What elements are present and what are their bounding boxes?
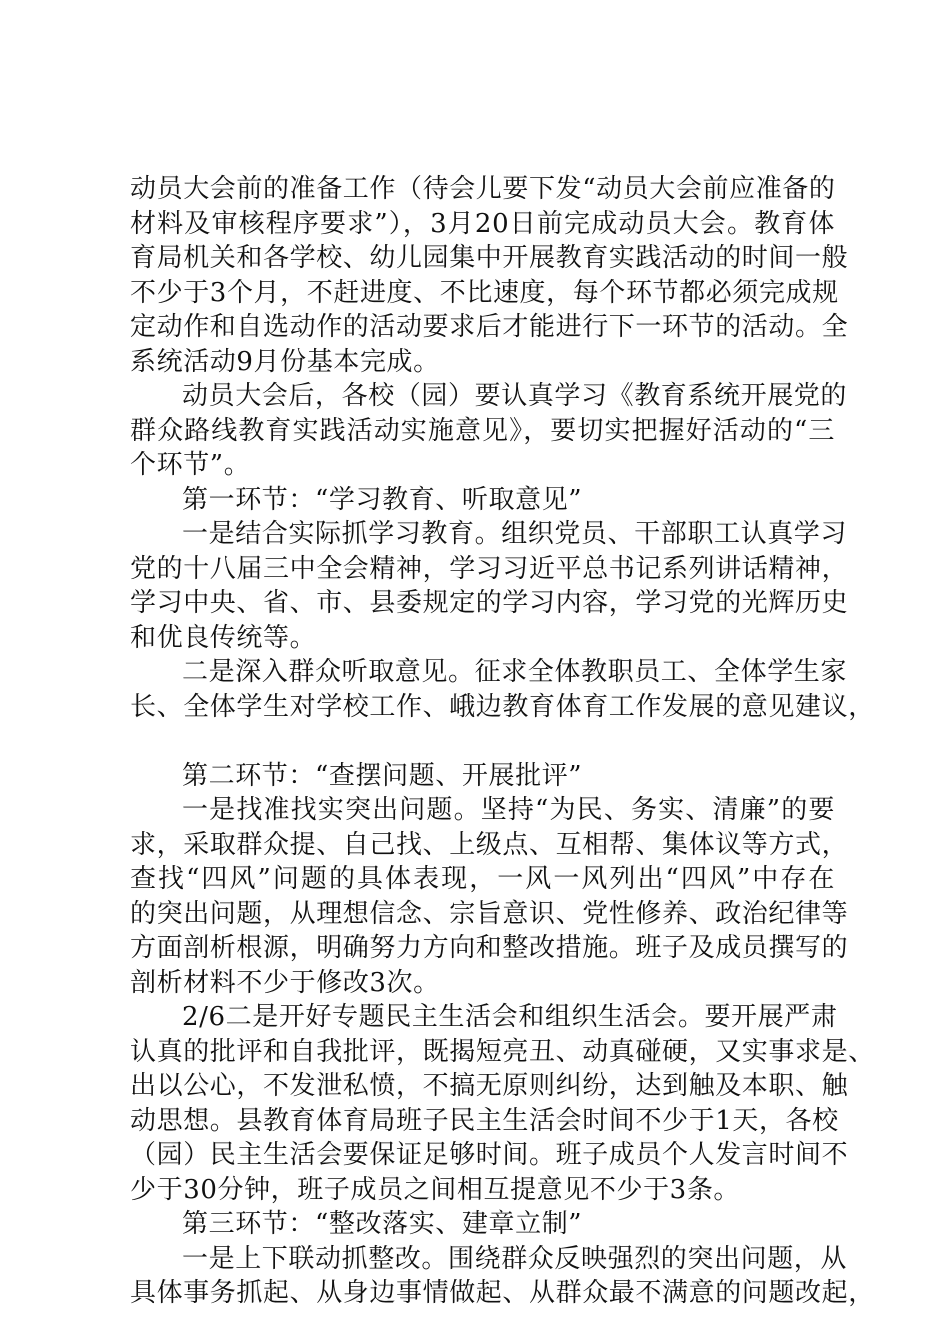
text-line: 长、全体学生对学校工作、峨边教育体育工作发展的意见建议， <box>130 691 875 722</box>
text-line: 出以公心，不发泄私愤，不搞无原则纠纷，达到触及本职、触 <box>130 1071 849 1101</box>
text-line: 定动作和自选动作的活动要求后才能进行下一环节的活动。全 <box>130 312 849 342</box>
text-line: 认真的批评和自我批评，既揭短亮丑、动真碰硬，又实事求是、 <box>130 1036 875 1067</box>
text-line: 一是找准找实突出问题。坚持“为民、务实、清廉”的要 <box>182 795 835 825</box>
blank-line <box>130 724 835 759</box>
text-line: 不少于3个月，不赶进度、不比速度，每个环节都必须完成规 <box>130 277 839 308</box>
text-line: 动思想。县教育体育局班子民主生活会时间不少于1天，各校 <box>130 1105 839 1136</box>
text-line: 具体事务抓起、从身边事情做起、从群众最不满意的问题改起， <box>130 1278 875 1308</box>
document-body <box>130 172 875 1311</box>
text-line: 第三环节：“整改落实、建章立制” <box>182 1209 583 1239</box>
text-line: 育局机关和各学校、幼儿园集中开展教育实践活动的时间一般 <box>130 243 849 273</box>
text-line: 查找“四风”问题的具体表现，一风一风列出“四风”中存在 <box>130 864 835 894</box>
text-line: 一是结合实际抓学习教育。组织党员、干部职工认真学习 <box>182 519 848 549</box>
text-line: 的突出问题，从理想信念、宗旨意识、党性修养、政治纪律等 <box>130 898 849 929</box>
text-line: 系统活动9月份基本完成。 <box>130 346 440 377</box>
text-line: （园）民主生活会要保证足够时间。班子成员个人发言时间不 <box>130 1140 849 1170</box>
text-line: 动员大会后，各校（园）要认真学习《教育系统开展党的 <box>182 381 848 411</box>
text-line: 动员大会前的准备工作（待会儿要下发“动员大会前应准备的 <box>130 174 836 204</box>
text-line: 群众路线教育实践活动实施意见》，要切实把握好活动的“三 <box>130 415 835 446</box>
text-line: 方面剖析根源，明确努力方向和整改措施。班子及成员撰写的 <box>130 933 849 963</box>
text-line: 一是上下联动抓整改。围绕群众反映强烈的突出问题，从 <box>182 1243 848 1274</box>
text-line: 2/6二是开好专题民主生活会和组织生活会。要开展严肃 <box>182 1002 838 1032</box>
text-line: 第一环节：“学习教育、听取意见” <box>182 484 583 515</box>
text-line: 求，采取群众提、自己找、上级点、互相帮、集体议等方式， <box>130 829 849 860</box>
text-line: 党的十八届三中全会精神，学习习近平总书记系列讲话精神， <box>130 553 849 584</box>
text-line: 第二环节：“查摆问题、开展批评” <box>182 760 583 791</box>
text-line: 学习中央、省、市、县委规定的学习内容，学习党的光辉历史 <box>130 588 849 618</box>
text-line: 剖析材料不少于修改3次。 <box>130 967 440 998</box>
text-line: 二是深入群众听取意见。征求全体教职员工、全体学生家 <box>182 657 848 687</box>
text-line: 少于30分钟，班子成员之间相互提意见不少于3条。 <box>130 1174 741 1205</box>
text-line: 和优良传统等。 <box>130 622 317 653</box>
text-line: 材料及审核程序要求”），3月20日前完成动员大会。教育体 <box>130 208 835 239</box>
text-line: 个环节”。 <box>130 450 251 480</box>
